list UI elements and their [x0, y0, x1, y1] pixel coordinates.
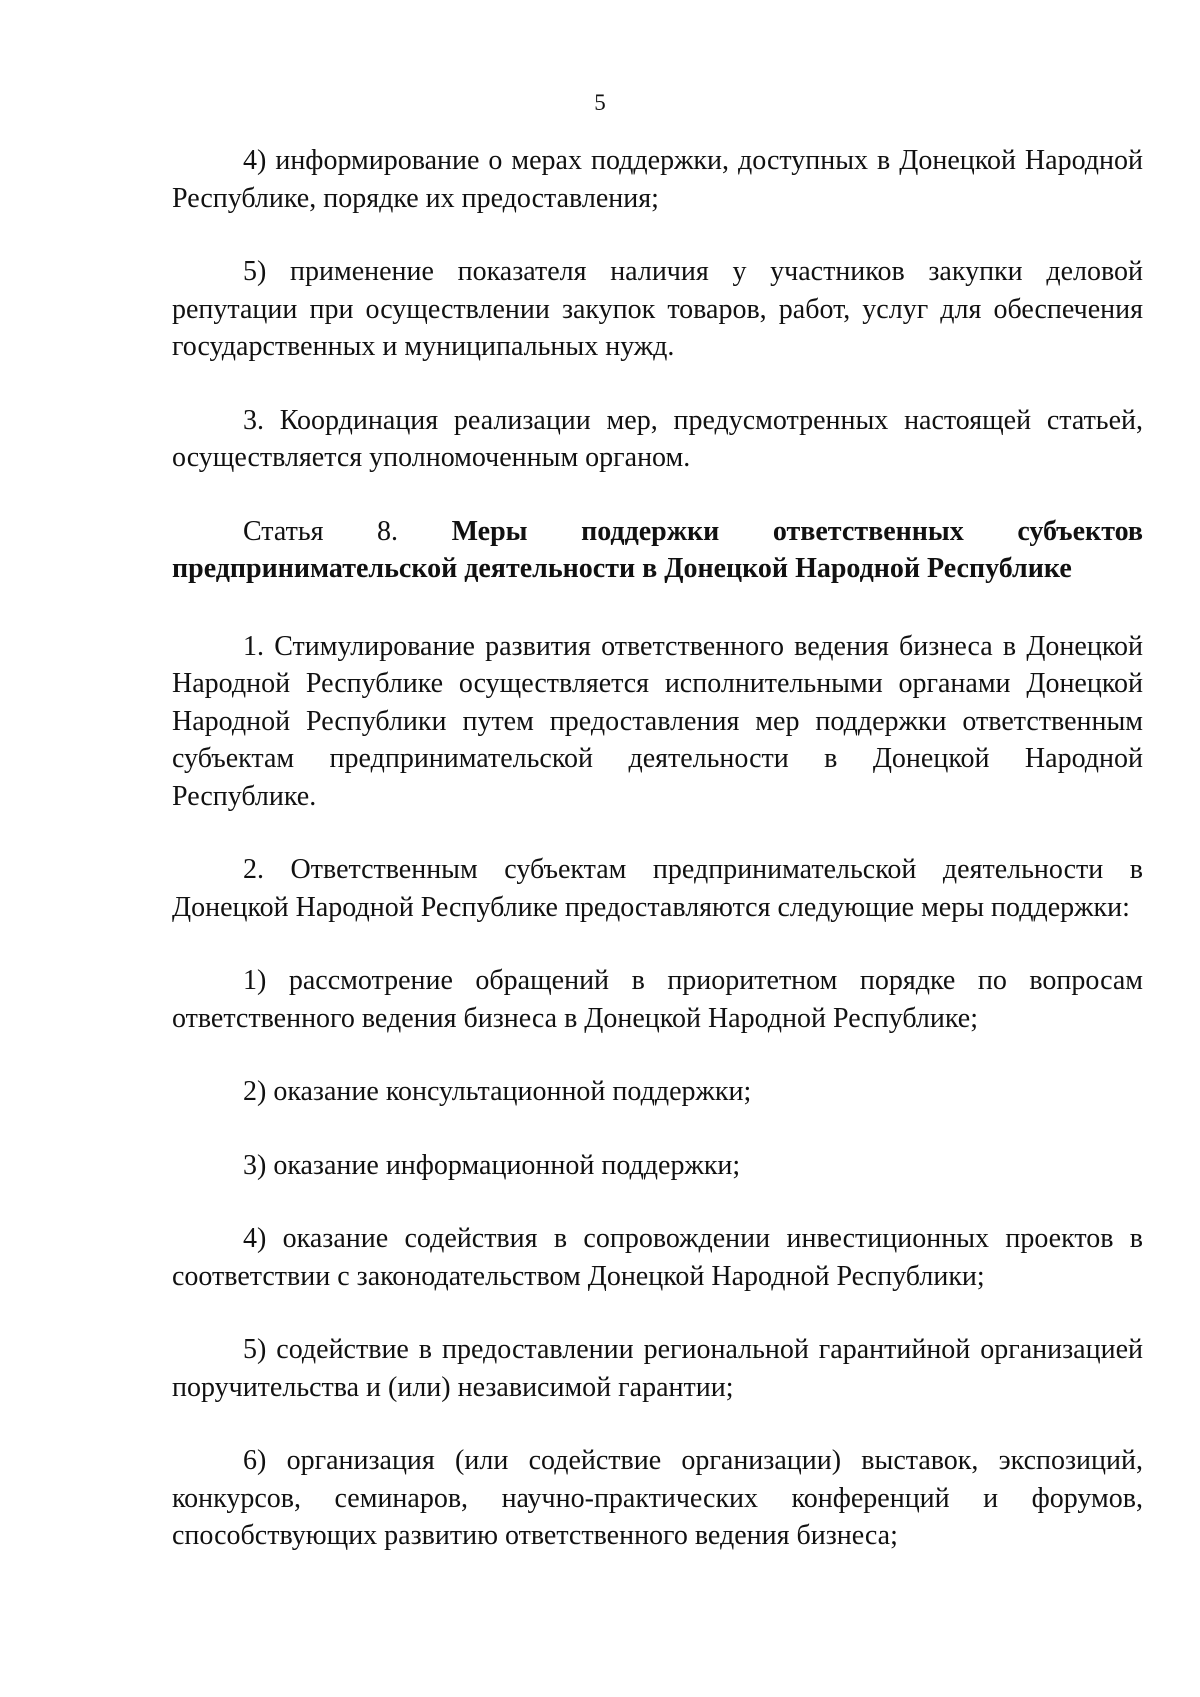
support-measure-1: 1) рассмотрение обращений в приоритетном порядке по вопросам ответственного ведения бизнеса в Донецкой Народной Республике;	[172, 965, 1143, 1034]
article-heading	[172, 513, 1143, 588]
support-measure-3: 3) оказание информационной поддержки;	[243, 1149, 741, 1181]
article-paragraph-2: 2. Ответственным субъектам предпринимательской деятельности в Донецкой Народной Республике предоставляются следующие меры поддержки:	[172, 854, 1143, 923]
page-number: 5	[594, 90, 606, 115]
paragraph-item-4-informing: 4) информирование о мерах поддержки, доступных в Донецкой Народной Республике, порядке их предоставления;	[172, 145, 1143, 214]
paragraph-item-5-reputation: 5) применение показателя наличия у участников закупки деловой репутации при осуществлении закупок товаров, работ, услуг для обеспечения государственных и муниципальных нужд.	[172, 256, 1143, 362]
article-paragraph-1: 1. Стимулирование развития ответственного ведения бизнеса в Донецкой Народной Республике осуществляется исполнительными органами Донецкой Народной Республики путем предоставления мер поддержки ответственным субъектам предпринимательской деятельности в Донецкой Народной Республике.	[172, 630, 1143, 812]
support-measure-4: 4) оказание содействия в сопровождении инвестиционных проектов в соответствии с законодательством Донецкой Народной Республики;	[172, 1223, 1143, 1292]
paragraph-part-3-coordination: 3. Координация реализации мер, предусмотренных настоящей статьей, осуществляется уполномоченным органом.	[172, 404, 1143, 473]
support-measure-6: 6) организация (или содействие организации) выставок, экспозиций, конкурсов, семинаров, научно-практических конференций и форумов, способствующих развитию ответственного ведения бизнеса;	[172, 1445, 1143, 1551]
article-label: Статья 8.	[243, 515, 399, 547]
document-body	[172, 142, 1143, 1591]
support-measure-2: 2) оказание консультационной поддержки;	[243, 1076, 752, 1107]
support-measure-5: 5) содействие в предоставлении региональной гарантийной организацией поручительства и (или) независимой гарантии;	[172, 1334, 1143, 1403]
article-title: Меры поддержки ответственных субъектов предпринимательской деятельности в Донецкой Народной Республике	[172, 515, 1144, 584]
